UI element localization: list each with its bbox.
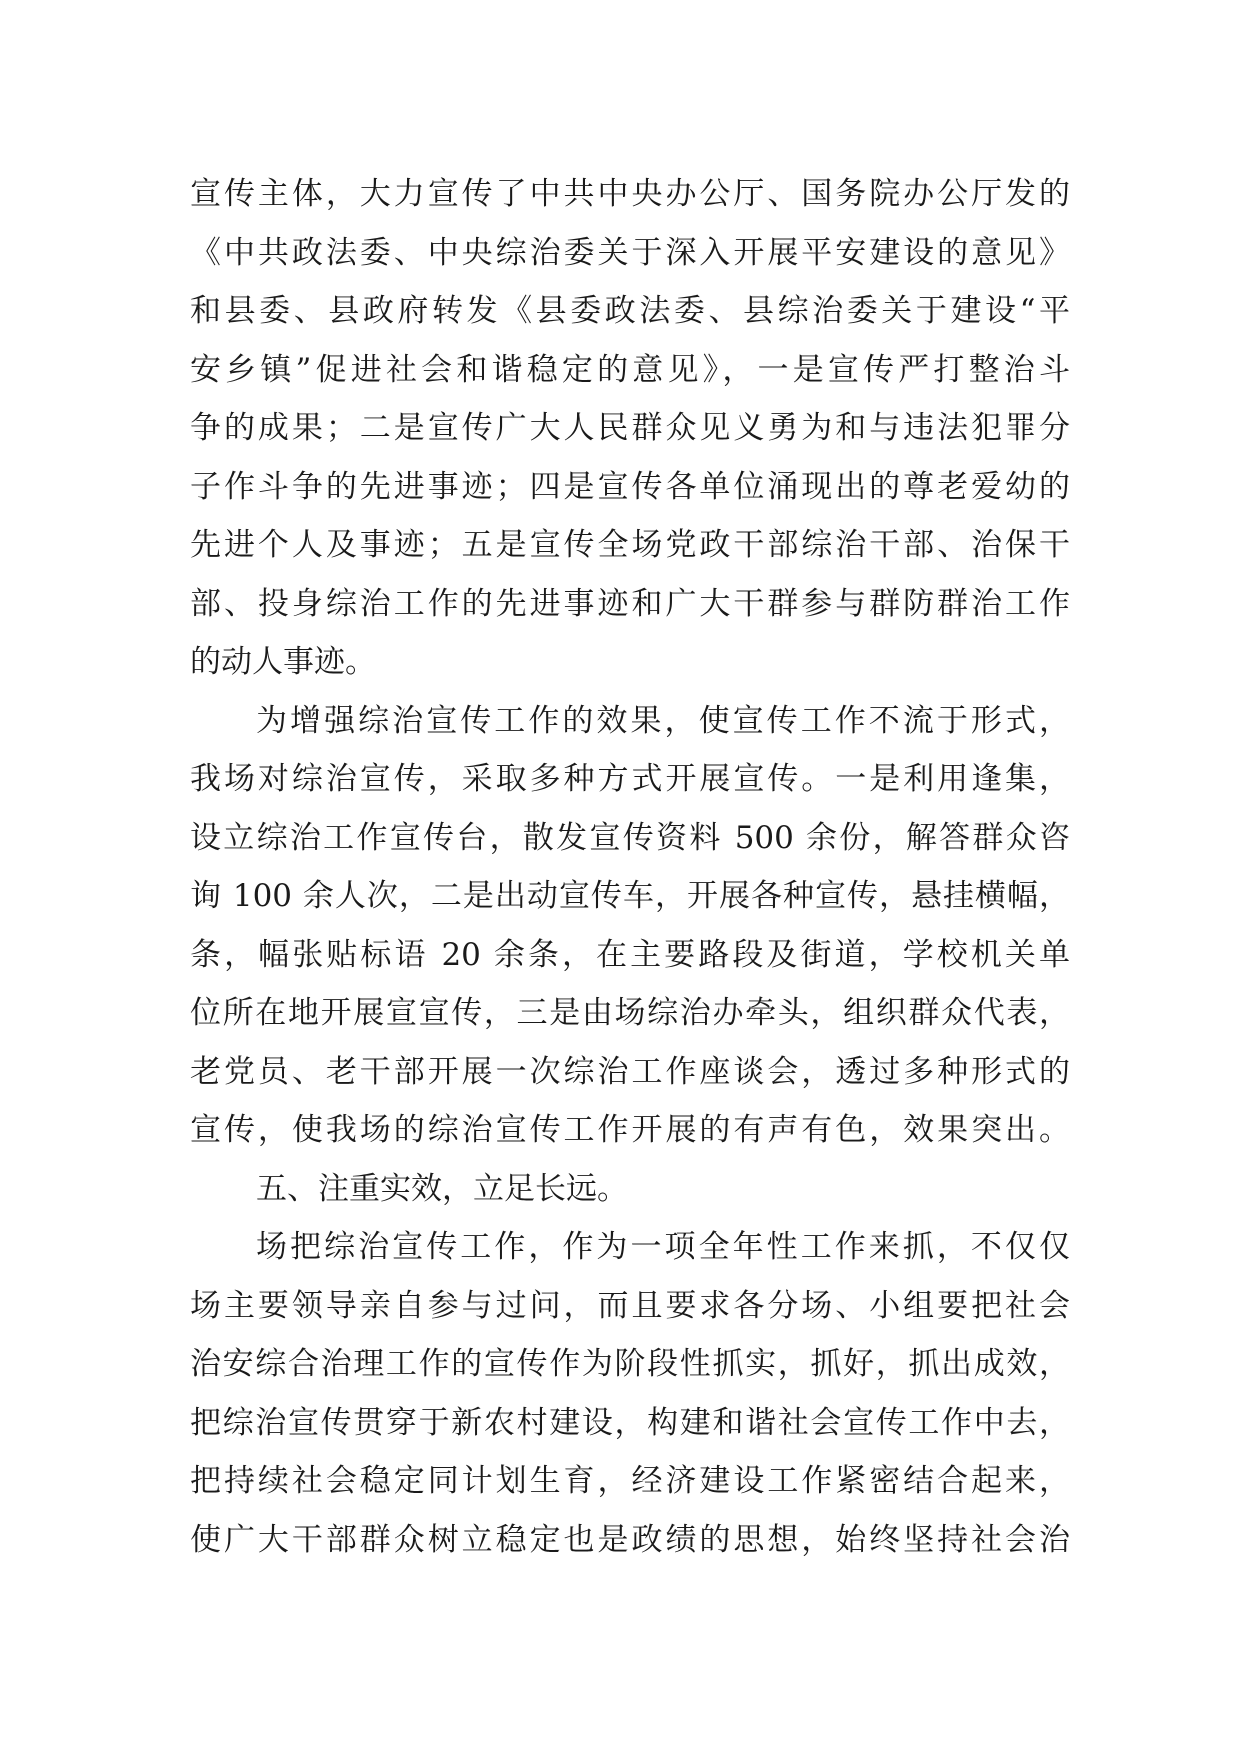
text-line: 为增强综治宣传工作的效果，使宣传工作不流于形式， [256,702,1070,739]
text-line: 我场对综治宣传，采取多种方式开展宣传。一是利用逢集， [190,761,1070,797]
text-line: 宣传，使我场的综治宣传工作开展的有声有色，效果突出。 [190,1112,1070,1148]
text-line: 治安综合治理工作的宣传作为阶段性抓实，抓好，抓出成效， [190,1346,1070,1382]
text-line: 的动人事迹。 [190,644,376,680]
text-line: 五、注重实效，立足长远。 [256,1170,628,1207]
text-line: 和县委、县政府转发《县委政法委、县综治委关于建设“平 [190,293,1070,329]
text-line: 《中共政法委、中央综治委关于深入开展平安建设的意见》 [190,234,1070,271]
text-line: 条，幅张贴标语 20 余条，在主要路段及街道，学校机关单 [190,936,1070,973]
text-line: 设立综治工作宣传台，散发宣传资料 500 余份，解答群众咨 [190,819,1070,856]
text-line: 老党员、老干部开展一次综治工作座谈会，透过多种形式的 [190,1053,1070,1090]
text-line: 安乡镇”促进社会和谐稳定的意见》，一是宣传严打整治斗 [190,351,1070,388]
text-line: 争的成果；二是宣传广大人民群众见义勇为和与违法犯罪分 [190,410,1070,446]
text-line: 场把综治宣传工作，作为一项全年性工作来抓，不仅仅 [256,1229,1070,1265]
text-line: 宣传主体，大力宣传了中共中央办公厅、国务院办公厅发的 [190,176,1070,212]
text-line: 位所在地开展宣宣传，三是由场综治办牵头，组织群众代表， [190,995,1070,1031]
text-line: 使广大干部群众树立稳定也是政绩的思想，始终坚持社会治 [190,1521,1070,1558]
text-line: 子作斗争的先进事迹；四是宣传各单位涌现出的尊老爱幼的 [190,468,1070,505]
text-line: 场主要领导亲自参与过问，而且要求各分场、小组要把社会 [190,1287,1070,1324]
text-line: 询 100 余人次，二是出动宣传车，开展各种宣传，悬挂横幅， [190,878,1070,914]
text-line: 把持续社会稳定同计划生育，经济建设工作紧密结合起来， [190,1463,1070,1499]
text-line: 先进个人及事迹；五是宣传全场党政干部综治干部、治保干 [190,527,1070,563]
text-line: 把综治宣传贯穿于新农村建设，构建和谐社会宣传工作中去， [190,1404,1070,1441]
text-line: 部、投身综治工作的先进事迹和广大干群参与群防群治工作 [190,585,1070,622]
document-body [190,165,1070,1569]
